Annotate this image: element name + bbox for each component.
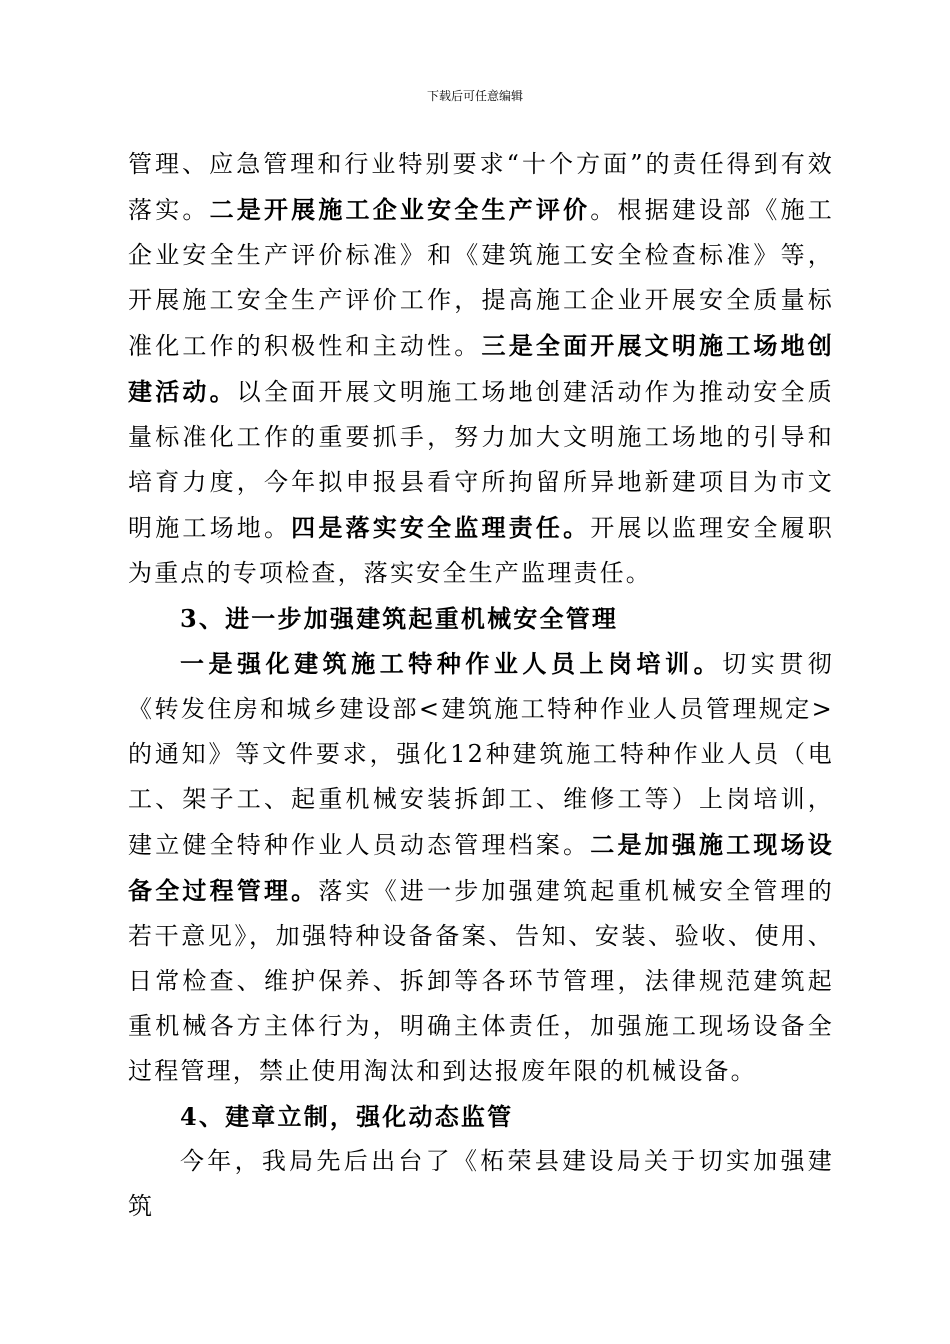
paragraph-crane-management <box>128 641 834 1094</box>
bold-point-one: 一是强化建筑施工特种作业人员上岗培训。 <box>180 649 723 678</box>
bold-point-four: 四是落实安全监理责任。 <box>291 513 591 542</box>
section-heading-3: 3、进一步加强建筑起重机械安全管理 <box>180 604 619 633</box>
paragraph-safety-evaluation <box>128 142 834 596</box>
paragraph-text: 落实《进一步加强建筑起重机械安全管理的若干意见》，加强特种设备备案、告知、安装、验收、使用、日常检查、维护保养、拆卸等各环节管理，法律规范建筑起重机械各方主体行为，明确主体责任，加强施工现场设备全过程管理，禁止使用淘汰和到达报废年限的机械设备。 <box>128 877 834 1085</box>
paragraph-text: 管理、应急管理和行业特别要求“十个方面”的责任得到有效落实。 <box>128 150 834 224</box>
bold-point-two: 二是开展施工企业安全生产评价 <box>209 195 591 224</box>
page-header-note: 下载后可任意编辑 <box>426 89 523 103</box>
paragraph-regulations <box>128 1139 834 1229</box>
bold-point-two: 二是加强施工现场设备全过程管理。 <box>128 830 834 905</box>
paragraph-text: 以全面开展文明施工场地创建活动作为推动安全质量标准化工作的重要抓手，努力加大文明施工场地的引导和培育力度，今年拟申报县看守所拘留所异地新建项目为市文明施工场地。 <box>128 378 834 542</box>
paragraph-text: 切实贯彻《转发住房和城乡建设部<建筑施工特种作业人员管理规定>的通知》等文件要求，强化12种建筑施工特种作业人员（电工、架子工、起重机械安装拆卸工、维修工等）上岗培训，建立健全特种作业人员动态管理档案。 <box>128 650 834 859</box>
paragraph-text: 开展以监理安全履职为重点的专项检查，落实安全生产监理责任。 <box>128 514 834 587</box>
document-body <box>128 142 834 1229</box>
section-heading-4: 4、建章立制，强化动态监管 <box>180 1102 514 1131</box>
paragraph-text: 。根据建设部《施工企业安全生产评价标准》和《建筑施工安全检查标准》等，开展施工安全生产评价工作，提高施工企业开展安全质量标准化工作的积极性和主动性。 <box>128 196 834 360</box>
paragraph-text: 今年，我局先后出台了《柘荣县建设局关于切实加强建筑 <box>128 1147 834 1220</box>
bold-point-three: 三是全面开展文明施工场地创建活动。 <box>128 331 834 406</box>
